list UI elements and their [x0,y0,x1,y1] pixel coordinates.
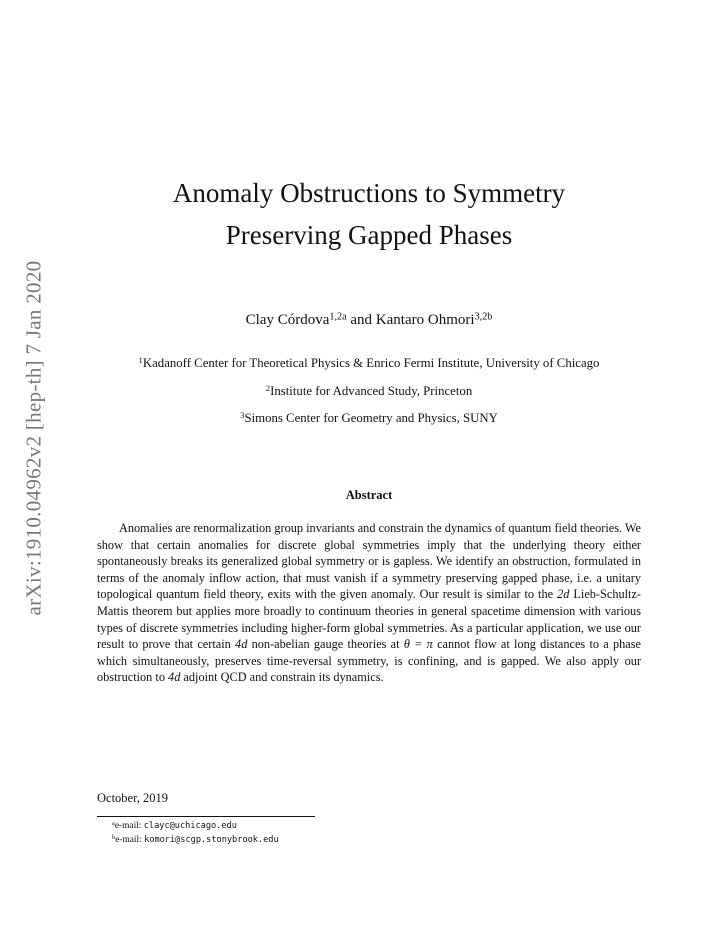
abstract-math: θ = π [403,637,433,652]
abstract-segment: non-abelian gauge theories at [247,637,404,652]
arxiv-identifier: arXiv:1910.04962v2 [hep-th] 7 Jan 2020 [21,260,46,616]
affiliation-text: Simons Center for Geometry and Physics, SUNY [244,411,498,425]
abstract-text [97,520,641,686]
author-list [100,312,638,329]
abstract-math: 4d [168,670,181,685]
abstract-math: 4d [235,637,248,652]
author-name: Clay Córdova [245,312,330,328]
footnote-mark: b [112,834,116,842]
abstract-heading: Abstract [345,488,393,502]
abstract-segment: cannot flow at long distances to a phase which simultaneously, preserves time-reversal symmetry, is confining, and is gapped. We also apply our obstruction to [97,637,641,685]
author-affiliation-mark: 3,2b [474,311,493,323]
affiliation-text: Kadanoff Center for Theoretical Physics & Enrico Fermi Institute, University of Chicago [142,356,600,370]
affiliation-number: 3 [240,410,245,421]
affiliation-number: 1 [138,355,143,366]
affiliation-text: Institute for Advanced Study, Princeton [270,384,473,398]
paper-date: October, 2019 [97,791,169,805]
title-line-2: Preserving Gapped Phases [225,220,513,250]
footnote-label: e-mail: [114,821,144,831]
footnote-label: e-mail: [115,835,145,845]
affiliation [90,384,648,399]
author-name: Kantaro Ohmori [375,312,475,328]
author-conjunction: and [350,312,373,328]
affiliation-number: 2 [265,383,271,394]
email-link[interactable]: komori@scgp.stonybrook.edu [144,835,279,845]
title-line-1: Anomaly Obstructions to Symmetry [172,178,566,208]
footnote [112,821,237,831]
abstract-segment: Anomalies are renormalization group invariants and constrain the dynamics of quantum field theories. We show that certain anomalies for discrete global symmetries imply that the underlying theory either spontaneously breaks its generalized global symmetry or is gapless. We identify an obstruction, formulated in terms of the anomaly inflow action, that must vanish if a symmetry preserving gapped phase, i.e. a unitary topological quantum field theory, exits with the given anomaly. Our result is similar to the [97,521,641,602]
email-link[interactable]: clayc@uchicago.edu [143,821,237,831]
abstract-math: 2d [557,587,570,602]
author-affiliation-mark: 1,2a [329,311,347,323]
affiliation [90,356,648,371]
paper-title [100,172,638,256]
abstract-segment: adjoint QCD and constrain its dynamics. [180,670,384,685]
affiliation [90,411,648,426]
footnote-divider [97,816,315,817]
footnote [112,835,279,845]
footnote-mark: a [112,820,115,828]
abstract-segment: Lieb-Schultz-Mattis theorem but applies more broadly to continuum theories in general spacetime dimension with various types of discrete symmetries including higher-form global symmetries. As a particular application, we use our result to prove that certain [97,587,642,652]
